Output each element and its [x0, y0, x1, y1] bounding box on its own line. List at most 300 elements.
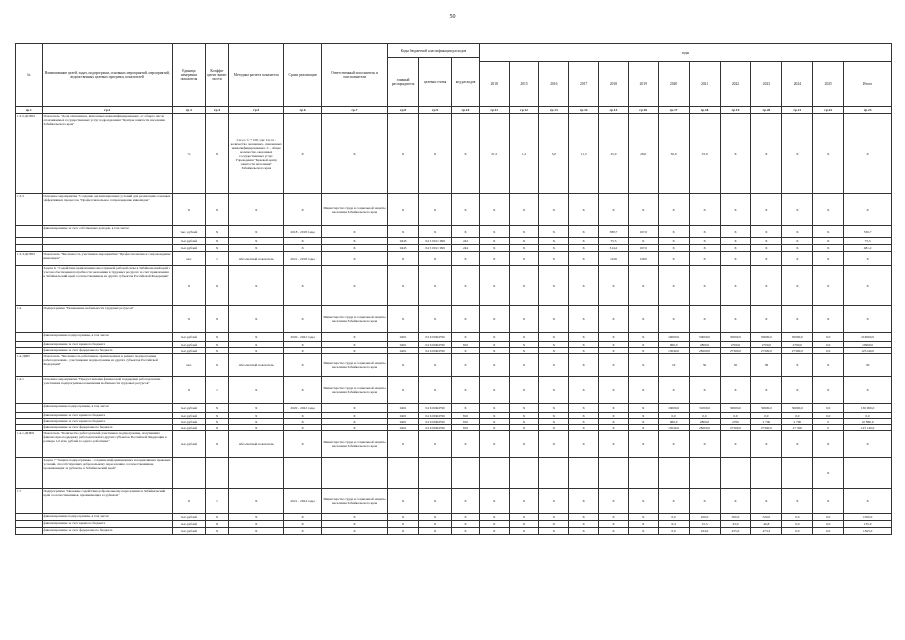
table-cell: 2020 - 2022 годы	[284, 404, 322, 413]
table-row	[16, 431, 892, 458]
table-cell: Х	[599, 413, 629, 419]
table-cell: 75,5	[844, 238, 892, 245]
table-cell: Х	[229, 413, 284, 419]
table-cell: Х	[599, 342, 629, 348]
table-cell: Х	[599, 528, 629, 535]
table-cell: 04 6 00R4790	[419, 425, 452, 431]
table-cell: Х	[229, 238, 284, 245]
table-cell: Х	[284, 245, 322, 252]
table-cell: Х	[599, 514, 629, 521]
table-cell: Х	[388, 306, 419, 333]
table-cell: Х	[569, 333, 599, 342]
table-cell: Х	[388, 521, 419, 528]
table-cell: Х	[720, 226, 751, 238]
table-cell: Х	[452, 489, 480, 514]
table-cell	[569, 458, 599, 489]
table-cell: Х	[205, 419, 228, 425]
table-cell	[599, 458, 629, 489]
table-cell: Х	[569, 413, 599, 419]
table-cell: Х	[844, 266, 892, 306]
table-cell: Х	[172, 489, 205, 514]
row-number-cell: 1.4.1-ДПМ1	[16, 431, 43, 458]
table-cell: Х	[479, 226, 509, 238]
table-cell: Х	[658, 194, 689, 226]
header-year: 2023	[751, 62, 782, 107]
table-cell: тыс.рублей	[172, 333, 205, 342]
row-number-cell: 1.4-ДПП	[16, 354, 43, 377]
table-cell: Х	[419, 354, 452, 377]
program-table-wrapper	[15, 43, 892, 535]
table-cell	[479, 458, 509, 489]
table-cell: Х	[658, 266, 689, 306]
table-cell: Х	[813, 194, 844, 226]
column-number: гр.12	[509, 107, 539, 114]
table-cell: Х	[844, 431, 892, 458]
row-number-cell: 1.3.3	[16, 194, 43, 226]
table-cell: 960,0	[658, 419, 689, 425]
table-cell: Х	[782, 226, 813, 238]
table-cell: 28200,0	[689, 425, 720, 431]
table-row	[16, 194, 892, 226]
table-cell: Х	[452, 528, 480, 535]
row-name-cell: Показатель "Численность участников мероприятия "Профессиональное сопровождение инвалидов"	[42, 252, 172, 266]
table-cell: Х	[844, 306, 892, 333]
table-cell: тыс.рублей	[172, 404, 205, 413]
table-cell: Х	[509, 528, 539, 535]
table-cell: Х	[628, 354, 658, 377]
header-bcc-item: целевая статья	[419, 58, 452, 107]
table-row	[16, 354, 892, 377]
row-number-cell	[16, 404, 43, 413]
table-cell: Х	[539, 431, 569, 458]
table-cell: Х	[509, 238, 539, 245]
table-cell: Х	[569, 342, 599, 348]
row-name-cell: Подпрограмма "Оказание содействия добровольному переселению в Забайкальский край соотечественников, проживающих за рубежом"	[42, 489, 172, 514]
row-name-cell: финансирование за счет краевого бюджета	[42, 419, 172, 425]
table-cell: Х	[813, 306, 844, 333]
table-cell: Х	[569, 306, 599, 333]
table-cell: Х	[628, 521, 658, 528]
table-cell: Х	[569, 194, 599, 226]
column-number: гр.20	[751, 107, 782, 114]
table-cell: Х	[229, 425, 284, 431]
table-cell: Х	[479, 528, 509, 535]
table-cell: Х	[628, 333, 658, 342]
table-cell	[452, 458, 480, 489]
table-cell: Х	[479, 425, 509, 431]
table-cell: Х	[388, 266, 419, 306]
table-cell: Х	[388, 528, 419, 535]
table-cell: 0	[813, 425, 844, 431]
table-cell: Х	[229, 194, 284, 226]
table-cell: Х	[844, 194, 892, 226]
row-number-cell	[16, 514, 43, 521]
table-cell: Х	[689, 245, 720, 252]
table-cell: Х	[172, 306, 205, 333]
table-cell: 520,0	[751, 514, 782, 521]
table-cell: тыс.рублей	[172, 348, 205, 354]
header-bcc-exp: код расходов	[452, 58, 480, 107]
header-years-title: годы	[479, 44, 891, 62]
column-number: гр.22	[813, 107, 844, 114]
table-cell: Х	[479, 514, 509, 521]
table-cell: Х	[720, 114, 751, 194]
header-method: Методика расчета показателя	[229, 44, 284, 107]
table-cell: Х	[782, 252, 813, 266]
table-cell: 125140,0	[844, 348, 892, 354]
table-cell: Х	[419, 194, 452, 226]
table-cell: 0445	[388, 238, 419, 245]
row-name-cell: Основное мероприятие "Предоставление финансовой поддержки работодателям - участникам подпрограммы повышения мобильности трудовых ресурсов"	[42, 377, 172, 404]
table-cell: Х	[479, 266, 509, 306]
table-cell: 0,0	[782, 413, 813, 419]
table-cell: Х	[284, 528, 322, 535]
table-row	[16, 514, 892, 521]
table-cell: Х	[569, 348, 599, 354]
table-cell: Х	[720, 377, 751, 404]
table-cell: Х	[782, 354, 813, 377]
table-cell: Х	[599, 419, 629, 425]
page-number: 50	[449, 14, 456, 20]
table-cell: 810	[452, 425, 480, 431]
table-cell: 0,0	[813, 333, 844, 342]
header-resp: Ответственный исполнитель и соисполнители	[321, 44, 387, 107]
program-table	[15, 43, 892, 535]
header-year: 2016	[539, 62, 569, 107]
table-cell: 27300,0	[720, 425, 751, 431]
table-cell: Х	[419, 226, 452, 238]
table-cell: Х	[813, 114, 844, 194]
row-name-cell: Задача 7 "Защита подпрограммы - создание информационных и нормативных правовых условий, способствующих добровольному переселению соотечественников, проживающих за рубежом, в Забайкальский край"	[42, 458, 172, 489]
header-year: 2018	[479, 62, 509, 107]
column-number: гр.21	[782, 107, 813, 114]
table-cell: 33,0	[689, 114, 720, 194]
table-cell: 2018 - 2018 годы	[284, 226, 322, 238]
table-cell: Х	[782, 238, 813, 245]
table-cell: Х	[419, 252, 452, 266]
table-cell: Х	[479, 333, 509, 342]
table-cell: Х	[229, 333, 284, 342]
table-cell: 960,0	[658, 342, 689, 348]
header-year: 2025	[813, 62, 844, 107]
table-cell: Х	[321, 413, 387, 419]
table-row	[16, 266, 892, 306]
table-cell: 242	[452, 238, 480, 245]
table-cell: Х	[284, 431, 322, 458]
column-number: гр.2	[42, 107, 172, 114]
table-cell: Х	[388, 489, 419, 514]
table-cell: Х	[284, 348, 322, 354]
row-name-cell: Показатель "Количество работодателей-участников подпрограммы, получивших финансовую поддержку работодателей из других субъектов Российской Федерации в размере 1,0 млн. рублей за одного работника"	[42, 431, 172, 458]
table-cell: 0,0	[813, 348, 844, 354]
table-cell: 2800,0	[689, 342, 720, 348]
table-cell: 27300,0	[751, 348, 782, 354]
table-cell: Х	[689, 377, 720, 404]
table-cell: Х	[751, 377, 782, 404]
table-cell: 04 5 0011 999	[419, 238, 452, 245]
table-cell: Х	[539, 252, 569, 266]
column-number: гр.3	[172, 107, 205, 114]
table-cell: 15,5	[689, 521, 720, 528]
table-cell: 2700,0	[720, 342, 751, 348]
table-cell: Х	[419, 431, 452, 458]
table-cell: 0401	[388, 419, 419, 425]
table-cell: Х	[388, 226, 419, 238]
table-cell: тыс.рублей	[172, 514, 205, 521]
table-cell: Х	[813, 226, 844, 238]
table-cell: Х	[658, 245, 689, 252]
table-cell: Х	[689, 431, 720, 458]
table-cell: Х	[539, 404, 569, 413]
row-number-cell: 1.3.3-ДСВ01	[16, 252, 43, 266]
table-cell: 31000,0	[689, 404, 720, 413]
table-cell: Х	[782, 431, 813, 458]
table-cell: 0401	[388, 413, 419, 419]
table-cell: 50000,0	[782, 333, 813, 342]
table-cell: 16000,0	[658, 404, 689, 413]
table-cell: 125 140,0	[844, 425, 892, 431]
table-cell: Х	[321, 114, 387, 194]
table-cell: 0401	[388, 348, 419, 354]
table-cell: Х	[509, 514, 539, 521]
row-name-cell: финансирование за счет федерального бюджета	[42, 348, 172, 354]
table-cell: 1	[205, 489, 228, 514]
table-cell: Х	[539, 348, 569, 354]
column-number: гр.16	[628, 107, 658, 114]
table-cell: 0	[813, 419, 844, 425]
table-cell: 434,0	[689, 528, 720, 535]
table-cell: Х	[658, 489, 689, 514]
table-cell: Х	[751, 306, 782, 333]
table-cell: Х	[599, 404, 629, 413]
table-cell: Х	[479, 413, 509, 419]
table-cell: Х	[479, 252, 509, 266]
row-number-cell	[16, 333, 43, 342]
table-cell: Х	[539, 354, 569, 377]
table-cell: Х	[205, 514, 228, 521]
table-cell: Х	[205, 431, 228, 458]
table-cell: Х	[452, 252, 480, 266]
table-cell: Х	[205, 404, 228, 413]
row-name-cell: финансирование за счет федерального бюджета	[42, 425, 172, 431]
table-cell: Х	[628, 489, 658, 514]
table-cell: Сн.эл / С * 100, где: Сн.эл - количество оказанных, охваченных неквалифицированных. С - общее количество оказанных государственных услуг. Учреждения "Краевой центр занятости населения" Забайкальского края	[229, 114, 284, 194]
table-cell: 2 700	[782, 419, 813, 425]
table-cell: Х	[720, 194, 751, 226]
column-number: гр.10	[452, 107, 480, 114]
table-cell: Х	[419, 528, 452, 535]
table-cell: Х	[321, 348, 387, 354]
table-cell: 2800,0	[689, 419, 720, 425]
table-cell: Х	[658, 252, 689, 266]
table-cell: Х	[284, 306, 322, 333]
table-cell: Х	[205, 528, 228, 535]
table-cell: 0,0	[813, 528, 844, 535]
table-cell: Х	[751, 114, 782, 194]
column-number: гр.18	[689, 107, 720, 114]
table-cell: 16000,0	[658, 333, 689, 342]
table-cell: Х	[569, 252, 599, 266]
table-cell: Х	[321, 333, 387, 342]
table-cell: 04 6 00R4790	[419, 404, 452, 413]
table-cell: Х	[229, 404, 284, 413]
table-cell: 0,0	[689, 413, 720, 419]
table-cell: 1	[205, 252, 228, 266]
table-cell: Х	[539, 377, 569, 404]
table-cell: Х	[539, 419, 569, 425]
row-name-cell: финансирование подпрограммы, в том числе:	[42, 333, 172, 342]
table-cell: 0,0	[782, 521, 813, 528]
table-cell: Х	[172, 266, 205, 306]
table-cell: Х	[284, 266, 322, 306]
table-cell: 2700,0	[782, 342, 813, 348]
table-cell: Х	[229, 514, 284, 521]
table-cell: Х	[509, 354, 539, 377]
table-cell: Х	[599, 521, 629, 528]
table-cell: Х	[452, 431, 480, 458]
column-number: гр.8	[388, 107, 419, 114]
table-cell: Х	[844, 377, 892, 404]
row-number-cell: 1.4.1	[16, 377, 43, 404]
header-year: 2018	[599, 62, 629, 107]
table-cell: Х	[321, 226, 387, 238]
table-cell: Х	[229, 306, 284, 333]
table-cell: чел.	[172, 252, 205, 266]
table-cell: 30000,0	[720, 404, 751, 413]
table-cell: Х	[229, 521, 284, 528]
table-cell	[321, 458, 387, 489]
table-cell: Х	[479, 238, 509, 245]
table-cell: Х	[452, 404, 480, 413]
table-cell	[658, 458, 689, 489]
table-cell	[628, 458, 658, 489]
table-cell: Х	[658, 226, 689, 238]
table-cell: Х	[539, 194, 569, 226]
table-cell: Х	[205, 333, 228, 342]
table-cell: 04 6 00R4790	[419, 348, 452, 354]
table-cell: Х	[419, 114, 452, 194]
table-cell: Х	[479, 306, 509, 333]
table-cell: 167,0	[628, 245, 658, 252]
column-number: гр.13	[539, 107, 569, 114]
row-name-cell: Основное мероприятие "Создание организационных условий для реализации основных эффективных процессов "Профессиональное сопровождение инвалидов"	[42, 194, 172, 226]
table-cell: Х	[782, 489, 813, 514]
table-cell: 50000,0	[720, 333, 751, 342]
table-cell: 389,7	[599, 226, 629, 238]
table-cell: Х	[782, 266, 813, 306]
table-cell: Х	[509, 245, 539, 252]
table-cell: Абсолютный показатель	[229, 354, 284, 377]
table-cell: 46,8	[751, 521, 782, 528]
table-cell: Х	[599, 489, 629, 514]
table-cell: 481,2	[844, 245, 892, 252]
table-cell: Х	[419, 514, 452, 521]
table-cell: Х	[452, 377, 480, 404]
table-cell: Х	[569, 528, 599, 535]
table-cell: Х	[205, 348, 228, 354]
table-cell	[782, 458, 813, 489]
table-cell: Х	[321, 425, 387, 431]
table-cell: 455,0	[720, 528, 751, 535]
table-cell: Х	[229, 266, 284, 306]
table-cell: 1	[205, 377, 228, 404]
table-cell: Х	[720, 252, 751, 266]
table-cell: Х	[628, 306, 658, 333]
table-cell: Х	[628, 528, 658, 535]
table-cell: Х	[509, 226, 539, 238]
table-cell: 2700,0	[751, 342, 782, 348]
table-cell: Х	[452, 521, 480, 528]
table-row	[16, 521, 892, 528]
table-cell: 0401	[388, 342, 419, 348]
table-cell: Х	[229, 226, 284, 238]
table-cell: 50000,0	[689, 333, 720, 342]
table-cell: Х	[720, 431, 751, 458]
table-cell: 50	[689, 354, 720, 377]
table-cell: Х	[539, 333, 569, 342]
table-cell: Х	[172, 377, 205, 404]
table-cell: Х	[782, 306, 813, 333]
row-number-cell: 1.4	[16, 306, 43, 333]
table-cell: Х	[452, 194, 480, 226]
table-cell: 15040,0	[658, 348, 689, 354]
table-cell: Х	[284, 354, 322, 377]
table-cell: Х	[321, 521, 387, 528]
table-cell: Х	[284, 238, 322, 245]
table-cell: Х	[479, 245, 509, 252]
table-cell: Х	[284, 521, 322, 528]
table-cell	[689, 458, 720, 489]
table-cell: тыс.рублей	[172, 245, 205, 252]
table-cell: Х	[509, 252, 539, 266]
table-cell: 28200,0	[689, 348, 720, 354]
table-cell: Х	[782, 245, 813, 252]
table-cell: 6,4	[658, 521, 689, 528]
table-cell: Х	[284, 419, 322, 425]
row-name-cell: финансирование за счет краевого бюджета	[42, 413, 172, 419]
column-number: гр.6	[284, 107, 322, 114]
table-cell: Х	[751, 489, 782, 514]
table-cell: Х	[569, 404, 599, 413]
table-cell: Х	[388, 354, 419, 377]
table-cell: 38	[751, 354, 782, 377]
row-number-cell: 1.7	[16, 489, 43, 514]
row-number-cell	[16, 458, 43, 489]
table-row	[16, 333, 892, 342]
table-cell: 27300,0	[720, 348, 751, 354]
table-cell: Х	[539, 528, 569, 535]
table-cell: Х	[628, 514, 658, 521]
table-cell: Х	[720, 245, 751, 252]
table-cell: Х	[813, 489, 844, 514]
table-cell: Х	[452, 354, 480, 377]
table-cell: тыс.рублей	[172, 425, 205, 431]
table-cell: Х	[479, 342, 509, 348]
header-unit: Единица измерения показателя	[172, 44, 205, 107]
table-cell: Х	[782, 194, 813, 226]
table-cell: 0,0	[658, 514, 689, 521]
table-cell: 11,3	[569, 114, 599, 194]
table-cell: Х	[751, 431, 782, 458]
table-cell: Х	[689, 266, 720, 306]
table-cell: 10 860,0	[844, 419, 892, 425]
table-cell: 75,5	[599, 238, 629, 245]
table-cell: 10960,0	[844, 342, 892, 348]
table-cell: Х	[539, 521, 569, 528]
table-cell: 04 5 0011 999	[419, 245, 452, 252]
column-number: гр.14	[569, 107, 599, 114]
column-number: гр.4	[205, 107, 228, 114]
